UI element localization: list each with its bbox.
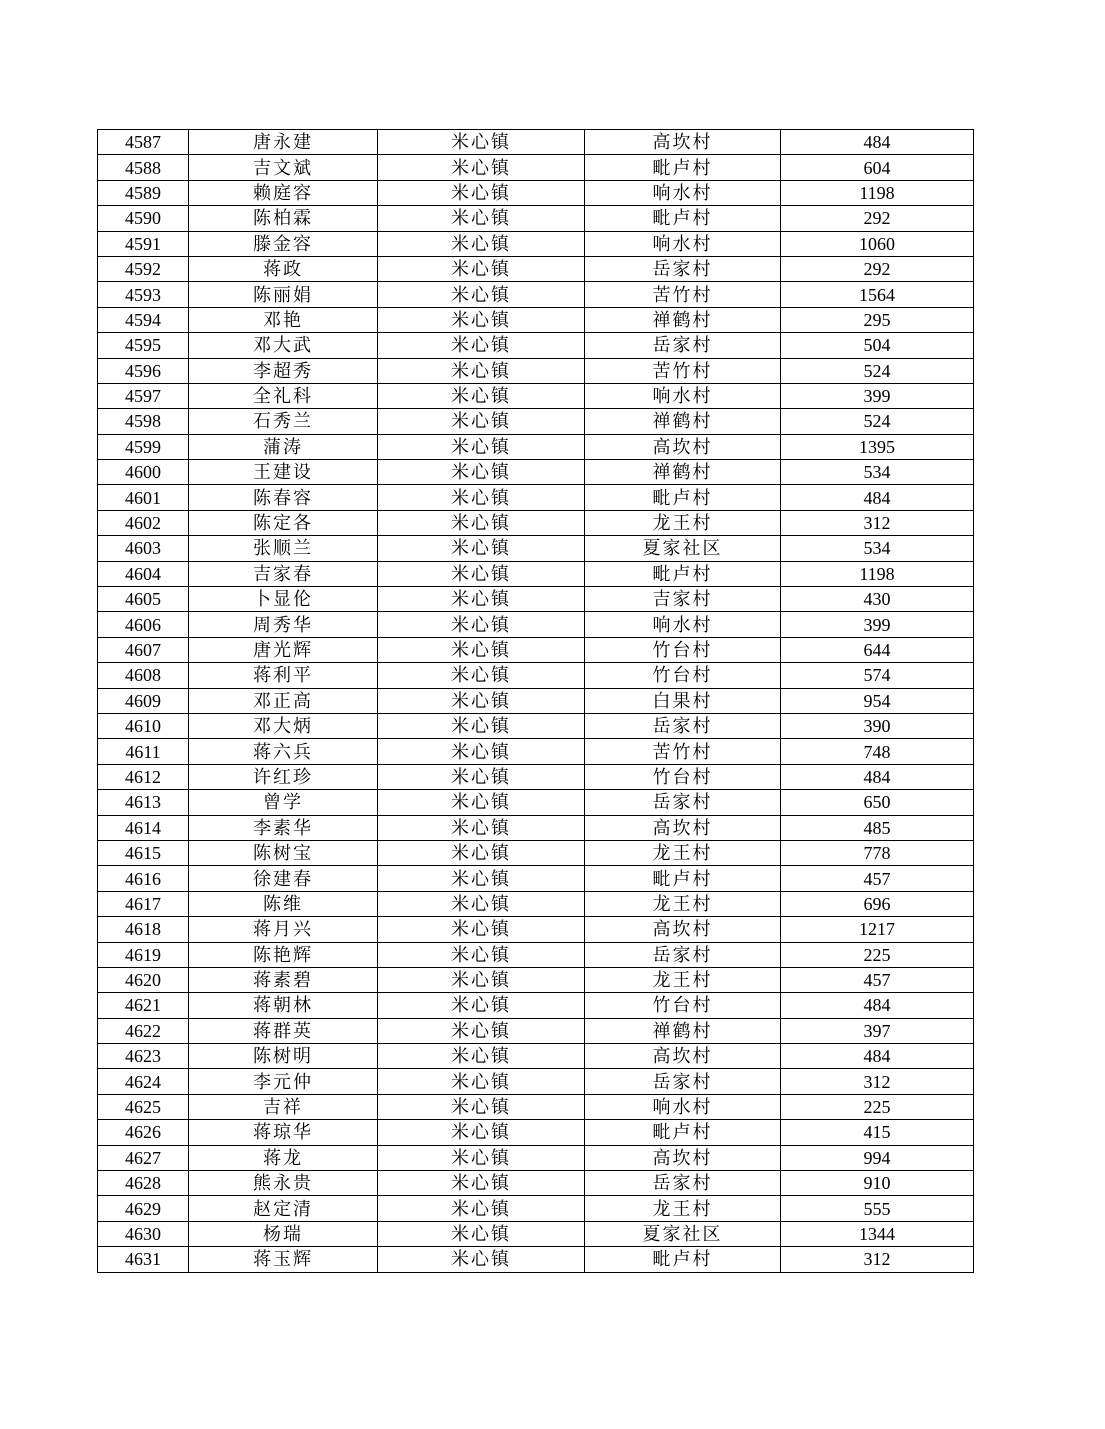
cell-town: 米心镇 [378,1018,585,1043]
cell-village: 岳家村 [585,333,781,358]
table-row [98,485,974,510]
cell-town: 米心镇 [378,993,585,1018]
cell-village: 禅鹤村 [585,1018,781,1043]
cell-town: 米心镇 [378,790,585,815]
cell-town: 米心镇 [378,1221,585,1246]
table-row [98,510,974,535]
cell-amount: 910 [781,1171,974,1196]
cell-village: 毗卢村 [585,866,781,891]
cell-name: 蒋朝林 [189,993,378,1018]
cell-name: 许红珍 [189,764,378,789]
cell-name: 蒋玉辉 [189,1247,378,1272]
cell-name: 全礼科 [189,383,378,408]
table-row [98,256,974,281]
cell-village: 禅鹤村 [585,307,781,332]
table-row [98,891,974,916]
cell-amount: 397 [781,1018,974,1043]
cell-serial-number: 4603 [98,536,189,561]
table-row [98,1069,974,1094]
cell-amount: 292 [781,256,974,281]
cell-serial-number: 4618 [98,917,189,942]
cell-serial-number: 4614 [98,815,189,840]
cell-name: 陈春容 [189,485,378,510]
cell-serial-number: 4593 [98,282,189,307]
cell-serial-number: 4589 [98,180,189,205]
cell-serial-number: 4600 [98,460,189,485]
cell-name: 李超秀 [189,358,378,383]
cell-town: 米心镇 [378,231,585,256]
cell-name: 陈定各 [189,510,378,535]
cell-amount: 524 [781,358,974,383]
cell-village: 苦竹村 [585,282,781,307]
cell-village: 竹台村 [585,993,781,1018]
cell-village: 响水村 [585,180,781,205]
cell-name: 熊永贵 [189,1171,378,1196]
cell-amount: 457 [781,866,974,891]
cell-serial-number: 4607 [98,637,189,662]
cell-village: 高坎村 [585,917,781,942]
cell-serial-number: 4591 [98,231,189,256]
cell-town: 米心镇 [378,840,585,865]
cell-name: 王建设 [189,460,378,485]
cell-name: 吉祥 [189,1094,378,1119]
cell-amount: 650 [781,790,974,815]
cell-village: 竹台村 [585,663,781,688]
cell-village: 禅鹤村 [585,409,781,434]
cell-name: 蒋琼华 [189,1120,378,1145]
cell-amount: 484 [781,993,974,1018]
cell-serial-number: 4605 [98,587,189,612]
cell-name: 陈柏霖 [189,206,378,231]
cell-amount: 390 [781,713,974,738]
cell-village: 毗卢村 [585,206,781,231]
table-row [98,866,974,891]
cell-name: 陈树宝 [189,840,378,865]
cell-village: 龙王村 [585,510,781,535]
cell-village: 岳家村 [585,1171,781,1196]
cell-name: 徐建春 [189,866,378,891]
table-row [98,409,974,434]
cell-town: 米心镇 [378,130,585,155]
cell-serial-number: 4612 [98,764,189,789]
cell-serial-number: 4627 [98,1145,189,1170]
cell-amount: 534 [781,536,974,561]
cell-town: 米心镇 [378,333,585,358]
cell-amount: 484 [781,764,974,789]
cell-town: 米心镇 [378,1044,585,1069]
cell-town: 米心镇 [378,764,585,789]
cell-serial-number: 4629 [98,1196,189,1221]
cell-name: 陈丽娟 [189,282,378,307]
cell-amount: 524 [781,409,974,434]
cell-amount: 534 [781,460,974,485]
cell-name: 卜显伦 [189,587,378,612]
cell-serial-number: 4602 [98,510,189,535]
table-row [98,612,974,637]
cell-village: 高坎村 [585,1145,781,1170]
cell-amount: 778 [781,840,974,865]
cell-amount: 484 [781,130,974,155]
cell-village: 龙王村 [585,1196,781,1221]
cell-serial-number: 4613 [98,790,189,815]
cell-town: 米心镇 [378,536,585,561]
cell-town: 米心镇 [378,866,585,891]
cell-amount: 484 [781,1044,974,1069]
table-row [98,1171,974,1196]
cell-serial-number: 4615 [98,840,189,865]
table-row [98,688,974,713]
cell-serial-number: 4624 [98,1069,189,1094]
cell-name: 陈艳辉 [189,942,378,967]
cell-amount: 295 [781,307,974,332]
table-row [98,637,974,662]
cell-name: 张顺兰 [189,536,378,561]
cell-village: 毗卢村 [585,1247,781,1272]
cell-town: 米心镇 [378,383,585,408]
cell-serial-number: 4597 [98,383,189,408]
cell-name: 杨瑞 [189,1221,378,1246]
cell-village: 岳家村 [585,790,781,815]
cell-serial-number: 4609 [98,688,189,713]
cell-amount: 574 [781,663,974,688]
cell-town: 米心镇 [378,206,585,231]
table-row [98,815,974,840]
table-row [98,1247,974,1272]
cell-village: 龙王村 [585,891,781,916]
cell-village: 高坎村 [585,130,781,155]
cell-name: 李素华 [189,815,378,840]
cell-amount: 954 [781,688,974,713]
cell-amount: 457 [781,967,974,992]
cell-serial-number: 4625 [98,1094,189,1119]
cell-amount: 604 [781,155,974,180]
table-row [98,434,974,459]
cell-amount: 644 [781,637,974,662]
table-row [98,840,974,865]
table-row [98,663,974,688]
cell-amount: 696 [781,891,974,916]
table-row [98,130,974,155]
table-row [98,917,974,942]
cell-town: 米心镇 [378,1120,585,1145]
cell-town: 米心镇 [378,307,585,332]
cell-town: 米心镇 [378,917,585,942]
cell-amount: 748 [781,739,974,764]
cell-town: 米心镇 [378,180,585,205]
cell-serial-number: 4620 [98,967,189,992]
cell-town: 米心镇 [378,713,585,738]
cell-name: 滕金容 [189,231,378,256]
table-row [98,764,974,789]
table-row [98,942,974,967]
cell-town: 米心镇 [378,485,585,510]
cell-village: 夏家社区 [585,536,781,561]
cell-amount: 399 [781,612,974,637]
cell-serial-number: 4598 [98,409,189,434]
cell-village: 毗卢村 [585,485,781,510]
cell-serial-number: 4588 [98,155,189,180]
cell-name: 唐光辉 [189,637,378,662]
cell-serial-number: 4604 [98,561,189,586]
cell-name: 邓正高 [189,688,378,713]
table-row [98,1120,974,1145]
cell-village: 岳家村 [585,713,781,738]
cell-town: 米心镇 [378,282,585,307]
cell-town: 米心镇 [378,561,585,586]
table-row [98,282,974,307]
cell-serial-number: 4599 [98,434,189,459]
cell-village: 响水村 [585,612,781,637]
cell-village: 白果村 [585,688,781,713]
cell-name: 蒲涛 [189,434,378,459]
cell-village: 禅鹤村 [585,460,781,485]
cell-serial-number: 4617 [98,891,189,916]
table-row [98,967,974,992]
cell-village: 高坎村 [585,434,781,459]
records-table-body [98,130,974,1273]
table-row [98,1145,974,1170]
cell-serial-number: 4592 [98,256,189,281]
cell-town: 米心镇 [378,434,585,459]
cell-serial-number: 4621 [98,993,189,1018]
cell-serial-number: 4616 [98,866,189,891]
table-row [98,1196,974,1221]
records-table [97,129,974,1273]
cell-name: 陈树明 [189,1044,378,1069]
table-row [98,993,974,1018]
cell-name: 石秀兰 [189,409,378,434]
table-row [98,383,974,408]
cell-village: 毗卢村 [585,155,781,180]
cell-town: 米心镇 [378,1145,585,1170]
cell-town: 米心镇 [378,612,585,637]
cell-serial-number: 4622 [98,1018,189,1043]
cell-village: 响水村 [585,383,781,408]
cell-village: 岳家村 [585,1069,781,1094]
cell-amount: 312 [781,510,974,535]
cell-amount: 399 [781,383,974,408]
cell-town: 米心镇 [378,510,585,535]
cell-name: 曾学 [189,790,378,815]
table-row [98,536,974,561]
cell-name: 蒋群英 [189,1018,378,1043]
cell-town: 米心镇 [378,891,585,916]
cell-town: 米心镇 [378,409,585,434]
cell-town: 米心镇 [378,460,585,485]
cell-serial-number: 4611 [98,739,189,764]
cell-amount: 312 [781,1069,974,1094]
cell-village: 响水村 [585,231,781,256]
cell-town: 米心镇 [378,1171,585,1196]
cell-amount: 1564 [781,282,974,307]
cell-name: 蒋六兵 [189,739,378,764]
table-row [98,206,974,231]
cell-amount: 484 [781,485,974,510]
cell-village: 竹台村 [585,637,781,662]
cell-amount: 225 [781,1094,974,1119]
cell-village: 苦竹村 [585,739,781,764]
cell-name: 李元仲 [189,1069,378,1094]
table-row [98,713,974,738]
cell-name: 邓大武 [189,333,378,358]
table-row [98,307,974,332]
cell-amount: 225 [781,942,974,967]
cell-town: 米心镇 [378,1196,585,1221]
cell-serial-number: 4630 [98,1221,189,1246]
cell-amount: 430 [781,587,974,612]
table-row [98,155,974,180]
cell-village: 苦竹村 [585,358,781,383]
cell-name: 唐永建 [189,130,378,155]
cell-name: 蒋利平 [189,663,378,688]
cell-amount: 415 [781,1120,974,1145]
table-row [98,587,974,612]
cell-name: 吉文斌 [189,155,378,180]
cell-amount: 312 [781,1247,974,1272]
cell-amount: 555 [781,1196,974,1221]
cell-village: 毗卢村 [585,1120,781,1145]
table-row [98,460,974,485]
cell-amount: 994 [781,1145,974,1170]
table-row [98,561,974,586]
cell-serial-number: 4601 [98,485,189,510]
cell-serial-number: 4619 [98,942,189,967]
cell-serial-number: 4631 [98,1247,189,1272]
cell-town: 米心镇 [378,739,585,764]
cell-town: 米心镇 [378,942,585,967]
table-row [98,180,974,205]
table-row [98,739,974,764]
cell-name: 蒋素碧 [189,967,378,992]
cell-name: 吉家春 [189,561,378,586]
cell-town: 米心镇 [378,1247,585,1272]
cell-name: 蒋月兴 [189,917,378,942]
cell-village: 吉家村 [585,587,781,612]
cell-town: 米心镇 [378,358,585,383]
cell-amount: 292 [781,206,974,231]
cell-village: 岳家村 [585,942,781,967]
table-row [98,1044,974,1069]
cell-serial-number: 4606 [98,612,189,637]
cell-serial-number: 4587 [98,130,189,155]
table-row [98,1094,974,1119]
cell-serial-number: 4594 [98,307,189,332]
cell-amount: 1198 [781,561,974,586]
cell-amount: 1060 [781,231,974,256]
table-row [98,333,974,358]
cell-town: 米心镇 [378,155,585,180]
cell-town: 米心镇 [378,688,585,713]
cell-town: 米心镇 [378,637,585,662]
cell-name: 蒋龙 [189,1145,378,1170]
cell-village: 龙王村 [585,840,781,865]
table-row [98,231,974,256]
cell-serial-number: 4595 [98,333,189,358]
cell-village: 夏家社区 [585,1221,781,1246]
cell-amount: 1217 [781,917,974,942]
cell-village: 高坎村 [585,815,781,840]
table-row [98,1018,974,1043]
cell-town: 米心镇 [378,587,585,612]
cell-serial-number: 4608 [98,663,189,688]
cell-serial-number: 4623 [98,1044,189,1069]
cell-amount: 1344 [781,1221,974,1246]
cell-town: 米心镇 [378,1069,585,1094]
cell-serial-number: 4626 [98,1120,189,1145]
cell-name: 邓艳 [189,307,378,332]
cell-town: 米心镇 [378,663,585,688]
cell-amount: 1395 [781,434,974,459]
cell-serial-number: 4596 [98,358,189,383]
cell-name: 赵定清 [189,1196,378,1221]
cell-village: 毗卢村 [585,561,781,586]
table-row [98,358,974,383]
cell-name: 邓大炳 [189,713,378,738]
cell-village: 竹台村 [585,764,781,789]
cell-amount: 1198 [781,180,974,205]
cell-village: 响水村 [585,1094,781,1119]
cell-village: 岳家村 [585,256,781,281]
table-row [98,790,974,815]
cell-serial-number: 4628 [98,1171,189,1196]
cell-town: 米心镇 [378,256,585,281]
cell-town: 米心镇 [378,1094,585,1119]
cell-village: 高坎村 [585,1044,781,1069]
cell-serial-number: 4590 [98,206,189,231]
cell-serial-number: 4610 [98,713,189,738]
cell-name: 蒋政 [189,256,378,281]
cell-amount: 485 [781,815,974,840]
cell-town: 米心镇 [378,815,585,840]
table-row [98,1221,974,1246]
cell-name: 陈维 [189,891,378,916]
cell-name: 赖庭容 [189,180,378,205]
cell-amount: 504 [781,333,974,358]
cell-village: 龙王村 [585,967,781,992]
cell-name: 周秀华 [189,612,378,637]
cell-town: 米心镇 [378,967,585,992]
